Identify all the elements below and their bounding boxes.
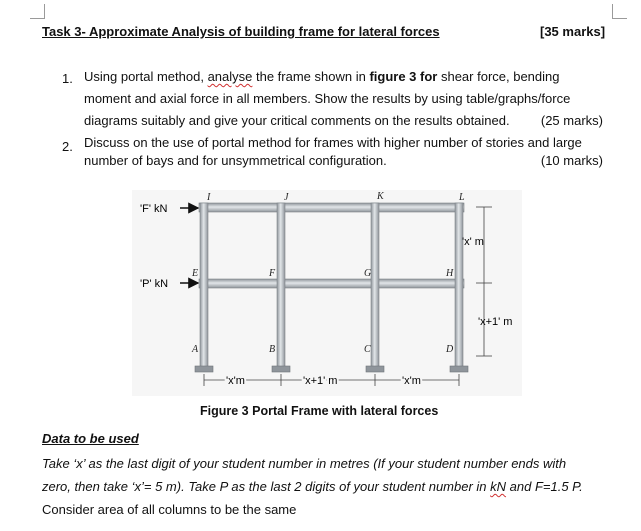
node-label-c: C: [364, 344, 371, 355]
item-2-line-2: number of bays and for unsymmetrical configuration. (10 marks): [84, 153, 603, 168]
item-1-line-3: diagrams suitably and give your critical comments on the results obtained. (25 marks): [84, 110, 603, 132]
node-label-l: L: [459, 192, 465, 203]
column-d: [455, 203, 463, 367]
item-1-marks: (25 marks): [540, 113, 603, 128]
dim-label-bay-left: 'x'm: [226, 375, 245, 387]
column-b: [277, 203, 285, 367]
node-label-k: K: [377, 191, 384, 202]
data-line-3: Consider area of all columns to be the same: [42, 502, 297, 517]
node-label-e: E: [192, 268, 199, 279]
dim-label-bottom-story: 'x+1' m: [478, 316, 513, 328]
node-label-j: J: [284, 192, 289, 203]
item-1-line-1: Using portal method, analyse the frame shown in figure 3 for shear force, bending: [84, 69, 560, 84]
figure-caption: Figure 3 Portal Frame with lateral forces: [200, 404, 439, 418]
floor-beam: [199, 279, 464, 288]
item-2-line-1: Discuss on the use of portal method for frames with higher number of stories and large: [84, 135, 582, 150]
total-marks: [35 marks]: [540, 24, 606, 39]
node-label-g: G: [364, 268, 372, 279]
dim-label-top-story: 'x' m: [462, 236, 484, 248]
item-1-number: 1.: [62, 71, 73, 86]
item-2-number: 2.: [62, 139, 73, 154]
node-label-i: I: [207, 192, 211, 203]
data-line-2: zero, then take ‘x’= 5 m). Take P as the last 2 digits of your student number in kN and F=1.5 P.: [42, 479, 583, 494]
load-label-f: 'F' kN: [140, 203, 168, 215]
column-c: [371, 203, 379, 367]
node-label-h: H: [446, 268, 454, 279]
data-section-title: Data to be used: [42, 431, 139, 446]
figure-background: [132, 190, 522, 396]
task-title: Task 3- Approximate Analysis of building frame for lateral forces: [42, 24, 440, 39]
item-2-marks: (10 marks): [540, 153, 603, 168]
load-label-p: 'P' kN: [140, 278, 169, 290]
data-line-1: Take ‘x’ as the last digit of your student number in metres (If your student number ends with: [42, 456, 567, 471]
item-1-line-2: moment and axial force in all members. Show the results by using table/graphs/force: [84, 91, 571, 106]
node-label-a: A: [192, 344, 199, 355]
node-label-d: D: [446, 344, 454, 355]
node-label-f: F: [269, 268, 276, 279]
spellcheck-word-kn: kN: [490, 479, 507, 494]
column-a: [200, 203, 208, 367]
dim-label-bay-mid: 'x+1' m: [303, 375, 338, 387]
node-label-b: B: [269, 344, 276, 355]
roof-beam: [199, 203, 464, 212]
spellcheck-word-analyse: analyse: [207, 69, 253, 84]
dim-label-bay-right: 'x'm: [402, 375, 421, 387]
